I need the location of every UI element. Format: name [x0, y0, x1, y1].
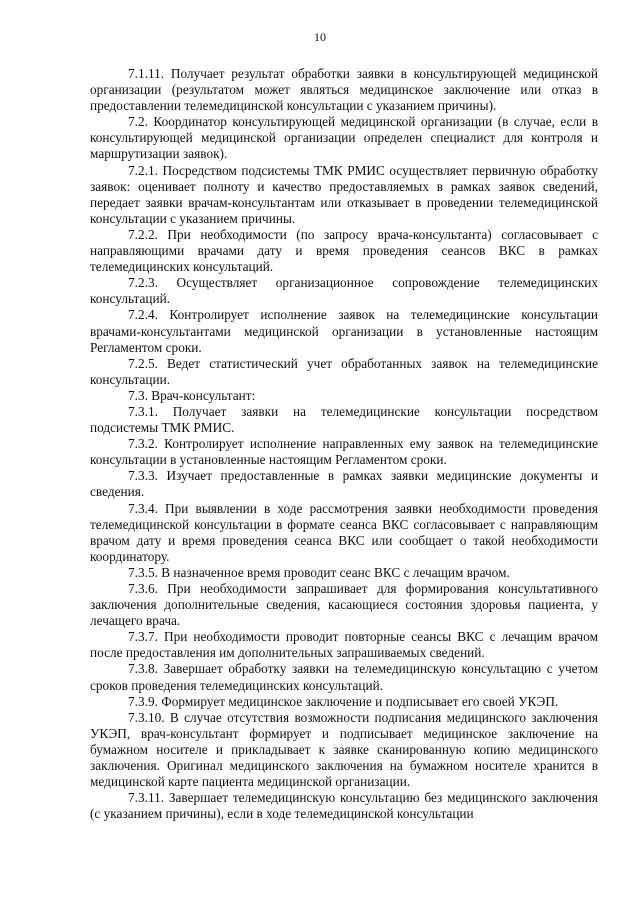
paragraph: 7.2.4. Контролирует исполнение заявок на телемедицинские консультации врачами-консультантами медицинской организации в установленные настоящим Регламентом сроки.: [90, 307, 598, 355]
document-body: [90, 66, 598, 822]
paragraph: 7.3.9. Формирует медицинское заключение и подписывает его своей УКЭП.: [128, 693, 559, 709]
paragraph: 7.2.2. При необходимости (по запросу врача-консультанта) согласовывает с направляющими врачами дату и время проведения сеансов ВКС в рамках телемедицинских консультаций.: [90, 226, 598, 275]
paragraph: 7.3.3. Изучает предоставленные в рамках заявки медицинские документы и сведения.: [90, 468, 598, 500]
paragraph: 7.3.1. Получает заявки на телемедицинские консультации посредством подсистемы ТМК РМИС.: [90, 403, 598, 436]
paragraph: 7.3.7. При необходимости проводит повторные сеансы ВКС с лечащим врачом после предоставления им дополнительных запрашиваемых сведений.: [90, 629, 598, 661]
paragraph: 7.3.8. Завершает обработку заявки на телемедицинскую консультацию с учетом сроков проведения телемедицинских консультаций.: [90, 661, 598, 693]
paragraph: 7.2.1. Посредством подсистемы ТМК РМИС осуществляет первичную обработку заявок: оценивает полноту и качество предоставляемых в рамках заявок сведений, передает заявки врачам-консультантам или отказывает в проведении телемедицинской консультации с указанием причины.: [90, 162, 598, 226]
paragraph: 7.3.4. При выявлении в ходе рассмотрения заявки необходимости проведения телемедицинской консультации в формате сеанса ВКС согласовывает с направляющим врачом дату и время проведения сеанса ВКС или сообщает о такой необходимости координатору.: [90, 500, 598, 564]
paragraph: 7.2.5. Ведет статистический учет обработанных заявок на телемедицинские консультации.: [90, 355, 598, 387]
paragraph: 7.1.11. Получает результат обработки заявки в консультирующей медицинской организации (результатом может являться медицинское заключение или отказ в предоставлении телемедицинской консультации с указанием причины).: [90, 66, 598, 114]
paragraph: 7.3.5. В назначенное время проводит сеанс ВКС с лечащим врачом.: [128, 564, 510, 580]
page-number: 10: [314, 30, 326, 44]
paragraph: 7.3. Врач-консультант:: [128, 387, 256, 403]
paragraph: 7.2.3. Осуществляет организационное сопровождение телемедицинских консультаций.: [90, 275, 598, 307]
paragraph: 7.3.2. Контролирует исполнение направленных ему заявок на телемедицинские консультации в установленные настоящим Регламентом сроки.: [90, 436, 598, 468]
paragraph: 7.3.6. При необходимости запрашивает для формирования консультативного заключения дополнительные сведения, касающиеся состояния здоровья пациента, у лечащего врача.: [90, 581, 598, 629]
paragraph: 7.3.10. В случае отсутствия возможности подписания медицинского заключения УКЭП, врач-консультант формирует и подписывает медицинское заключение на бумажном носителе и прикладывает к заявке сканированную копию медицинского заключения. Оригинал медицинского заключения на бумажном носителе хранится в медицинской карте пациента медицинской организации.: [90, 709, 598, 790]
paragraph: 7.3.11. Завершает телемедицинскую консультацию без медицинского заключения (с указанием причины), если в ходе телемедицинской консультации: [90, 790, 598, 822]
paragraph: 7.2. Координатор консультирующей медицинской организации (в случае, если в консультирующей медицинской организации определен специалист для контроля и маршрутизации заявок).: [90, 114, 598, 162]
